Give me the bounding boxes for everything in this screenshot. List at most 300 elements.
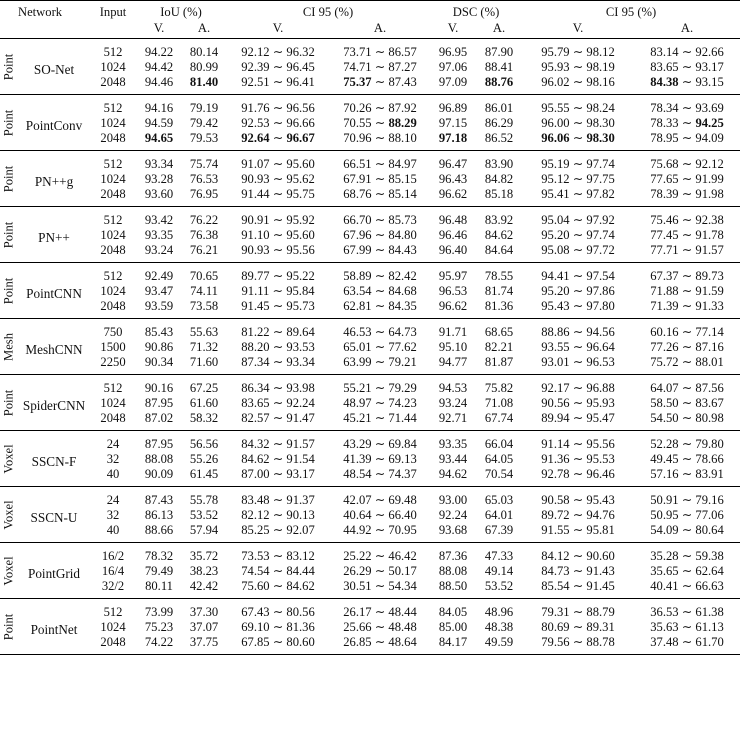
ci-dsc-a-cell: 54.09 ∼ 80.64: [650, 523, 724, 537]
dsc-a-cell: 67.39: [484, 523, 514, 537]
ci-dsc-v-cell: 95.20 ∼ 97.86: [541, 284, 615, 298]
category-label: [0, 95, 18, 151]
ci-iou-a-cell: 74.71 ∼ 87.27: [343, 60, 417, 74]
ci-iou-v-cell: 84.32 ∼ 91.57: [241, 437, 315, 451]
dsc-v-cell: 96.40: [438, 243, 468, 257]
ci-iou-a-cell: 67.96 ∼ 84.80: [343, 228, 417, 242]
table-row: [0, 116, 740, 131]
dsc-a-cell: 64.01: [484, 508, 514, 522]
category-text: Point: [1, 389, 16, 416]
category-text: Mesh: [1, 332, 16, 361]
ci-iou-v-cell: 91.07 ∼ 95.60: [241, 157, 315, 171]
iou-a-cell: 61.45: [189, 467, 219, 481]
table-row: [0, 467, 740, 487]
iou-a-cell: 75.74: [189, 157, 219, 171]
dsc-a-cell: 49.14: [484, 564, 514, 578]
group-4: [0, 263, 740, 319]
ci-iou-a-cell: 67.91 ∼ 85.15: [343, 172, 417, 186]
ci-iou-v-cell: 82.12 ∼ 90.13: [241, 508, 315, 522]
dsc-v-cell: 87.36: [438, 549, 468, 563]
group-7: [0, 431, 740, 487]
dsc-v-cell: 97.06: [438, 60, 468, 74]
table-row: [0, 299, 740, 319]
dsc-v-cell: 95.10: [438, 340, 468, 354]
input-cell: 40: [106, 523, 120, 537]
dsc-a-cell: 68.65: [484, 325, 514, 339]
ci-dsc-v-cell: [522, 131, 634, 151]
category-text: Point: [1, 53, 16, 80]
iou-v-cell: 90.16: [144, 381, 174, 395]
ci-dsc-v-cell: 95.19 ∼ 97.74: [541, 157, 615, 171]
range-separator: ∼: [371, 116, 389, 130]
network-name: PointCNN: [26, 286, 82, 301]
table-row: [0, 523, 740, 543]
network-name: PointConv: [25, 118, 83, 133]
iou-v-cell: 94.22: [144, 45, 174, 59]
input-cell: 1024: [100, 228, 126, 242]
ci-iou-a-cell: 55.21 ∼ 79.29: [343, 381, 417, 395]
ci-iou-a-cell: 67.99 ∼ 84.43: [343, 243, 417, 257]
iou-a-cell: 42.42: [189, 579, 219, 593]
dsc-a-cell: 83.90: [484, 157, 514, 171]
dsc-v-cell: 91.71: [438, 325, 468, 339]
network-name: PN++: [38, 230, 70, 245]
iou-a-cell: 76.22: [189, 213, 219, 227]
category-text: Voxel: [1, 443, 16, 474]
ci-iou-a-cell: 65.01 ∼ 77.62: [343, 340, 417, 354]
network-name: SSCN-F: [31, 454, 77, 469]
table-row: [0, 431, 740, 453]
ci-iou-a-cell: 44.92 ∼ 70.95: [343, 523, 417, 537]
header-dsc: DSC (%): [452, 4, 500, 19]
ci-iou-a-cell: 48.97 ∼ 74.23: [343, 396, 417, 410]
input-cell: 24: [106, 437, 120, 451]
ci-dsc-a-cell: [634, 75, 740, 95]
ci-iou-v-cell: 67.85 ∼ 80.60: [241, 635, 315, 649]
input-cell: 1024: [100, 116, 126, 130]
ci-iou-a-cell: 46.53 ∼ 64.73: [343, 325, 417, 339]
dsc-v-cell: 93.24: [438, 396, 468, 410]
input-cell: 512: [103, 213, 123, 227]
category-text: Point: [1, 109, 16, 136]
category-text: Voxel: [1, 499, 16, 530]
iou-a-cell: 79.42: [189, 116, 219, 130]
input-cell: 16/4: [101, 564, 125, 578]
input-cell: 1500: [100, 340, 126, 354]
ci-dsc-v-cell: 96.00 ∼ 98.30: [541, 116, 615, 130]
ci-iou-a-cell: [330, 116, 430, 131]
ci-dsc-a-cell: 77.65 ∼ 91.99: [650, 172, 724, 186]
ci-iou-v-cell: 85.25 ∼ 92.07: [241, 523, 315, 537]
ci-dsc-v-cell: 94.41 ∼ 97.54: [541, 269, 615, 283]
ci-iou-a-cell: 40.64 ∼ 66.40: [343, 508, 417, 522]
ci-dsc-v-cell: 95.43 ∼ 97.80: [541, 299, 615, 313]
iou-a-cell: 74.11: [190, 284, 218, 298]
iou-a-cell: 58.32: [189, 411, 219, 425]
dsc-a-cell: 87.90: [484, 45, 514, 59]
ci-dsc-a-cell: 71.39 ∼ 91.33: [650, 299, 724, 313]
ci-dsc-a-cell: 75.68 ∼ 92.12: [650, 157, 724, 171]
input-cell: 512: [103, 381, 123, 395]
range-upper: 88.29: [388, 116, 417, 130]
input-cell: 2250: [100, 355, 126, 369]
input-cell: 1024: [100, 284, 126, 298]
dsc-v-cell: 96.43: [438, 172, 468, 186]
dsc-v-cell: 96.62: [438, 299, 468, 313]
iou-a-cell: 37.30: [189, 605, 219, 619]
iou-a-cell: 80.14: [189, 45, 219, 59]
ci-iou-a-cell: 41.39 ∼ 69.13: [343, 452, 417, 466]
ci-iou-a-cell: 45.21 ∼ 71.44: [343, 411, 417, 425]
dsc-v-cell: 96.48: [438, 213, 468, 227]
input-cell: 2048: [100, 243, 126, 257]
iou-v-cell: 87.43: [144, 493, 174, 507]
dsc-v-cell: 94.53: [438, 381, 468, 395]
iou-a-cell: 67.25: [189, 381, 219, 395]
iou-v-cell: 90.34: [144, 355, 174, 369]
iou-a-cell: 80.99: [189, 60, 219, 74]
dsc-v-cell: 93.44: [438, 452, 468, 466]
table-row: [0, 564, 740, 579]
range-upper: 93.15: [695, 75, 724, 89]
iou-v-cell: 88.66: [144, 523, 174, 537]
network-name: PointGrid: [27, 566, 81, 581]
ci-iou-v-cell: 83.65 ∼ 92.24: [241, 396, 315, 410]
ci-iou-v-cell: 91.10 ∼ 95.60: [241, 228, 315, 242]
table-row: [0, 284, 740, 299]
table-row: [0, 151, 740, 173]
table-row: [0, 599, 740, 621]
group-10: [0, 599, 740, 655]
table-row: [0, 95, 740, 117]
ci-iou-a-cell: 70.26 ∼ 87.92: [343, 101, 417, 115]
table-row: [0, 340, 740, 355]
dsc-v-cell: 96.62: [438, 187, 468, 201]
iou-v-cell: 93.24: [144, 243, 174, 257]
ci-iou-v-cell: 74.54 ∼ 84.44: [241, 564, 315, 578]
ci-dsc-a-cell: 36.53 ∼ 61.38: [650, 605, 724, 619]
input-cell: 1024: [100, 172, 126, 186]
dsc-v-cell: 97.09: [438, 75, 468, 89]
ci-dsc-v-cell: 90.58 ∼ 95.43: [541, 493, 615, 507]
group-5: [0, 319, 740, 375]
ci-iou-v-cell: 92.12 ∼ 96.32: [241, 45, 315, 59]
header-ci95-iou: CI 95 (%): [302, 4, 354, 19]
ci-dsc-v-cell: 79.56 ∼ 88.78: [541, 635, 615, 649]
table-row: [0, 543, 740, 565]
dsc-a-cell: 78.55: [484, 269, 514, 283]
iou-v-cell: 80.11: [145, 579, 173, 593]
ci-iou-v-cell: 91.76 ∼ 96.56: [241, 101, 315, 115]
ci-iou-v-cell: 88.20 ∼ 93.53: [241, 340, 315, 354]
ci-dsc-a-cell: 50.91 ∼ 79.16: [650, 493, 724, 507]
best-value: 97.18: [438, 131, 468, 145]
ci-dsc-a-cell: 50.95 ∼ 77.06: [650, 508, 724, 522]
table-row: [0, 487, 740, 509]
dsc-v-cell: 96.89: [438, 101, 468, 115]
ci-dsc-v-cell: 95.41 ∼ 97.82: [541, 187, 615, 201]
ci-dsc-v-cell: 95.20 ∼ 97.74: [541, 228, 615, 242]
iou-v-cell: 93.47: [144, 284, 174, 298]
header-ci95-dsc: CI 95 (%): [605, 4, 657, 19]
ci-dsc-a-cell: 83.65 ∼ 93.17: [650, 60, 724, 74]
ci-iou-v-cell: 90.91 ∼ 95.92: [241, 213, 315, 227]
ci-dsc-a-cell: 78.34 ∼ 93.69: [650, 101, 724, 115]
ci-iou-a-cell: 25.66 ∼ 48.48: [343, 620, 417, 634]
ci-iou-a-cell: [330, 75, 430, 95]
ci-dsc-v-cell: 84.73 ∼ 91.43: [541, 564, 615, 578]
range-separator: ∼: [678, 116, 696, 130]
table-row: [0, 375, 740, 397]
ci-iou-v-cell: 90.93 ∼ 95.62: [241, 172, 315, 186]
ci-dsc-v-cell: 93.01 ∼ 96.53: [541, 355, 615, 369]
range-lower: 70.55: [343, 116, 372, 130]
iou-a-cell: 70.65: [189, 269, 219, 283]
ci-dsc-a-cell: 60.16 ∼ 77.14: [650, 325, 724, 339]
iou-a-cell: 55.26: [189, 452, 219, 466]
dsc-v-cell: 88.08: [438, 564, 468, 578]
ci-dsc-v-cell: 91.36 ∼ 95.53: [541, 452, 615, 466]
dsc-a-cell: 53.52: [484, 579, 514, 593]
dsc-a-cell: 75.82: [484, 381, 514, 395]
iou-a-cell: 35.72: [189, 549, 219, 563]
input-cell: 40: [106, 467, 120, 481]
ci-dsc-a-cell: 77.45 ∼ 91.78: [650, 228, 724, 242]
iou-a-cell: 79.19: [189, 101, 219, 115]
dsc-v-cell: 85.00: [438, 620, 468, 634]
ci-dsc-a-cell: 35.65 ∼ 62.64: [650, 564, 724, 578]
ci-iou-v-cell: 81.22 ∼ 89.64: [241, 325, 315, 339]
iou-v-cell: 75.23: [144, 620, 174, 634]
network-name: SSCN-U: [30, 510, 78, 525]
group-9: [0, 543, 740, 599]
ci-dsc-v-cell: 90.56 ∼ 95.93: [541, 396, 615, 410]
dsc-v-cell: 84.05: [438, 605, 468, 619]
category-label: [0, 375, 18, 431]
dsc-a-cell: 84.62: [484, 228, 514, 242]
category-label: [0, 599, 18, 655]
input-cell: 512: [103, 157, 123, 171]
table-row: [0, 187, 740, 207]
iou-a-cell: 55.63: [189, 325, 219, 339]
dsc-a-cell: 82.21: [484, 340, 514, 354]
iou-a-cell: 37.75: [189, 635, 219, 649]
ci-iou-v-cell: 91.45 ∼ 95.73: [241, 299, 315, 313]
ci-iou-a-cell: 48.54 ∼ 74.37: [343, 467, 417, 481]
dsc-a-cell: 88.41: [484, 60, 514, 74]
table-row: [0, 411, 740, 431]
range-upper: 96.67: [286, 131, 315, 145]
input-cell: 2048: [100, 75, 126, 89]
ci-dsc-a-cell: 58.50 ∼ 83.67: [650, 396, 724, 410]
group-0: [0, 39, 740, 95]
iou-a-cell: 76.21: [189, 243, 219, 257]
iou-v-cell: 92.49: [144, 269, 174, 283]
group-2: [0, 151, 740, 207]
category-label: [0, 39, 18, 95]
iou-a-cell: 37.07: [189, 620, 219, 634]
ci-iou-a-cell: 43.29 ∼ 69.84: [343, 437, 417, 451]
group-6: [0, 375, 740, 431]
input-cell: 2048: [100, 635, 126, 649]
dsc-v-cell: 94.77: [438, 355, 468, 369]
input-cell: 1024: [100, 396, 126, 410]
iou-a-cell: 71.32: [189, 340, 219, 354]
range-separator: ∼: [569, 131, 587, 145]
iou-v-cell: [136, 131, 182, 151]
ci-iou-a-cell: 68.76 ∼ 85.14: [343, 187, 417, 201]
input-cell: 32: [106, 508, 120, 522]
ci-iou-v-cell: 87.00 ∼ 93.17: [241, 467, 315, 481]
iou-a-cell: 55.78: [189, 493, 219, 507]
ci-dsc-a-cell: 54.50 ∼ 80.98: [650, 411, 724, 425]
dsc-a-cell: 49.59: [484, 635, 514, 649]
dsc-a-cell: 83.92: [484, 213, 514, 227]
dsc-v-cell: 84.17: [438, 635, 468, 649]
table-header: [0, 1, 740, 39]
dsc-a-cell: 65.03: [484, 493, 514, 507]
dsc-v-cell: 88.50: [438, 579, 468, 593]
header-ci-iou-a: A.: [373, 20, 387, 35]
category-text: Point: [1, 277, 16, 304]
dsc-v-cell: 93.00: [438, 493, 468, 507]
ci-iou-a-cell: 25.22 ∼ 46.42: [343, 549, 417, 563]
dsc-a-cell: 85.18: [484, 187, 514, 201]
dsc-v-cell: [430, 131, 476, 151]
ci-iou-a-cell: 66.51 ∼ 84.97: [343, 157, 417, 171]
ci-dsc-v-cell: 91.55 ∼ 95.81: [541, 523, 615, 537]
iou-v-cell: 90.09: [144, 467, 174, 481]
dsc-a-cell: 86.01: [484, 101, 514, 115]
ci-iou-v-cell: 92.53 ∼ 96.66: [241, 116, 315, 130]
iou-v-cell: 93.42: [144, 213, 174, 227]
input-cell: 24: [106, 493, 120, 507]
ci-iou-v-cell: 84.62 ∼ 91.54: [241, 452, 315, 466]
ci-iou-v-cell: 73.53 ∼ 83.12: [241, 549, 315, 563]
ci-dsc-v-cell: 91.14 ∼ 95.56: [541, 437, 615, 451]
dsc-v-cell: 95.97: [438, 269, 468, 283]
iou-v-cell: 94.42: [144, 60, 174, 74]
iou-v-cell: 93.59: [144, 299, 174, 313]
dsc-v-cell: 96.47: [438, 157, 468, 171]
range-lower: 78.33: [650, 116, 679, 130]
table-row: [0, 75, 740, 95]
dsc-a-cell: 64.05: [484, 452, 514, 466]
ci-dsc-v-cell: 95.79 ∼ 98.12: [541, 45, 615, 59]
dsc-a-cell: 81.74: [484, 284, 514, 298]
ci-dsc-v-cell: 85.54 ∼ 91.45: [541, 579, 615, 593]
table-row: [0, 207, 740, 229]
input-cell: 512: [103, 269, 123, 283]
ci-dsc-v-cell: 95.55 ∼ 98.24: [541, 101, 615, 115]
dsc-a-cell: 81.36: [484, 299, 514, 313]
input-cell: 1024: [100, 60, 126, 74]
ci-dsc-a-cell: [634, 116, 740, 131]
iou-v-cell: 94.16: [144, 101, 174, 115]
ci-iou-a-cell: 26.29 ∼ 50.17: [343, 564, 417, 578]
iou-v-cell: 94.59: [144, 116, 174, 130]
ci-dsc-a-cell: 77.71 ∼ 91.57: [650, 243, 724, 257]
ci-iou-a-cell: 26.17 ∼ 48.44: [343, 605, 417, 619]
ci-dsc-v-cell: 80.69 ∼ 89.31: [541, 620, 615, 634]
ci-dsc-v-cell: 79.31 ∼ 88.79: [541, 605, 615, 619]
iou-a-cell: 71.60: [189, 355, 219, 369]
input-cell: 32/2: [101, 579, 125, 593]
ci-dsc-a-cell: 64.07 ∼ 87.56: [650, 381, 724, 395]
dsc-v-cell: 94.62: [438, 467, 468, 481]
iou-a-cell: 38.23: [189, 564, 219, 578]
iou-a-cell: 76.38: [189, 228, 219, 242]
ci-iou-a-cell: 42.07 ∼ 69.48: [343, 493, 417, 507]
table-row: [0, 452, 740, 467]
category-label: [0, 207, 18, 263]
iou-v-cell: 74.22: [144, 635, 174, 649]
ci-iou-v-cell: 75.60 ∼ 84.62: [241, 579, 315, 593]
ci-iou-v-cell: 86.34 ∼ 93.98: [241, 381, 315, 395]
ci-iou-a-cell: 73.71 ∼ 86.57: [343, 45, 417, 59]
network-name: PointNet: [30, 622, 78, 637]
range-lower: 84.38: [650, 75, 679, 89]
iou-a-cell: 76.53: [189, 172, 219, 186]
ci-iou-a-cell: 62.81 ∼ 84.35: [343, 299, 417, 313]
table-row: [0, 131, 740, 151]
dsc-v-cell: 97.15: [438, 116, 468, 130]
category-text: Voxel: [1, 555, 16, 586]
ci-dsc-a-cell: 67.37 ∼ 89.73: [650, 269, 724, 283]
ci-iou-a-cell: 63.54 ∼ 84.68: [343, 284, 417, 298]
dsc-a-cell: 71.08: [484, 396, 514, 410]
ci-dsc-v-cell: 95.04 ∼ 97.92: [541, 213, 615, 227]
ci-dsc-a-cell: 57.16 ∼ 83.91: [650, 467, 724, 481]
dsc-a-cell: 84.82: [484, 172, 514, 186]
input-cell: 2048: [100, 411, 126, 425]
dsc-a-cell: 70.54: [484, 467, 514, 481]
dsc-a-cell: 86.52: [484, 131, 514, 145]
table-row: [0, 39, 740, 61]
dsc-v-cell: 96.95: [438, 45, 468, 59]
ci-dsc-a-cell: 83.14 ∼ 92.66: [650, 45, 724, 59]
table-row: [0, 228, 740, 243]
iou-a-cell: 76.95: [189, 187, 219, 201]
dsc-v-cell: 96.46: [438, 228, 468, 242]
ci-dsc-a-cell: 49.45 ∼ 78.66: [650, 452, 724, 466]
ci-dsc-v-cell: 89.94 ∼ 95.47: [541, 411, 615, 425]
table-row: [0, 243, 740, 263]
ci-dsc-v-cell: 92.78 ∼ 96.46: [541, 467, 615, 481]
table-row: [0, 319, 740, 341]
table-row: [0, 60, 740, 75]
dsc-v-cell: 92.24: [438, 508, 468, 522]
input-cell: 2048: [100, 299, 126, 313]
ci-iou-v-cell: 91.44 ∼ 95.75: [241, 187, 315, 201]
header-dsc-v: V.: [447, 20, 459, 35]
category-label: [0, 431, 18, 487]
input-cell: 1024: [100, 620, 126, 634]
input-cell: 2048: [100, 131, 126, 145]
dsc-a-cell: 81.87: [484, 355, 514, 369]
iou-v-cell: 87.02: [144, 411, 174, 425]
input-cell: 512: [103, 45, 123, 59]
group-3: [0, 207, 740, 263]
iou-a-cell: [182, 75, 226, 95]
ci-iou-a-cell: 70.96 ∼ 88.10: [343, 131, 417, 145]
dsc-v-cell: 96.53: [438, 284, 468, 298]
input-cell: 2048: [100, 187, 126, 201]
category-label: [0, 319, 18, 375]
ci-dsc-a-cell: 75.72 ∼ 88.01: [650, 355, 724, 369]
category-label: [0, 487, 18, 543]
iou-v-cell: 93.28: [144, 172, 174, 186]
